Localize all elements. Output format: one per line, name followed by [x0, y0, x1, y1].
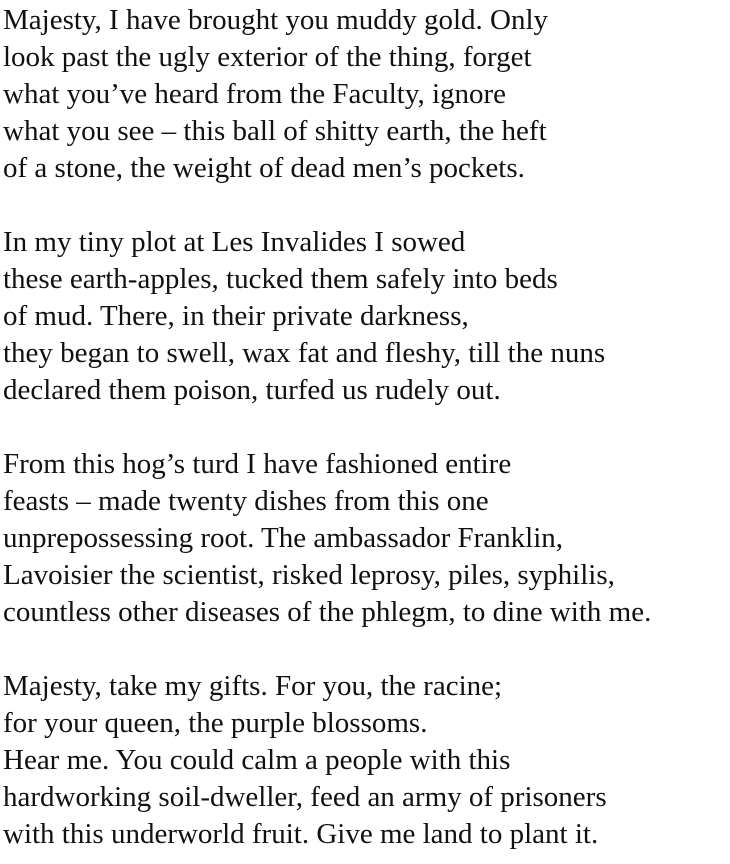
stanza-4: [3, 668, 727, 853]
poem-line: Lavoisier the scientist, risked leprosy, piles, syphilis,: [3, 559, 615, 591]
stanza-2: [3, 224, 727, 409]
stanza-1: [3, 2, 727, 187]
poem-line: hardworking soil-dweller, feed an army of prisoners: [3, 781, 607, 813]
poem-line: what you’ve heard from the Faculty, ignore: [3, 78, 507, 110]
poem-line: Majesty, I have brought you muddy gold. Only: [3, 4, 549, 36]
poem-line: these earth-apples, tucked them safely into beds: [3, 263, 558, 295]
poem-line: In my tiny plot at Les Invalides I sowed: [3, 226, 466, 258]
poem-line: From this hog’s turd I have fashioned entire: [3, 448, 512, 480]
poem-line: feasts – made twenty dishes from this one: [3, 485, 489, 517]
poem-line: for your queen, the purple blossoms.: [3, 707, 428, 739]
poem-line: of a stone, the weight of dead men’s pockets.: [3, 152, 525, 184]
stanza-3: [3, 446, 727, 631]
poem-line: of mud. There, in their private darkness,: [3, 300, 469, 332]
poem-line: unprepossessing root. The ambassador Franklin,: [3, 522, 564, 554]
poem-line: declared them poison, turfed us rudely out.: [3, 374, 501, 406]
poem-line: with this underworld fruit. Give me land to plant it.: [3, 818, 599, 850]
poem-line: look past the ugly exterior of the thing, forget: [3, 41, 532, 73]
poem-line: countless other diseases of the phlegm, to dine with me.: [3, 596, 652, 628]
poem-line: what you see – this ball of shitty earth, the heft: [3, 115, 547, 147]
poem-text: [3, 2, 727, 853]
poem-line: Hear me. You could calm a people with this: [3, 744, 511, 776]
poem-line: they began to swell, wax fat and fleshy, till the nuns: [3, 337, 606, 369]
poem-line: Majesty, take my gifts. For you, the racine;: [3, 670, 503, 702]
